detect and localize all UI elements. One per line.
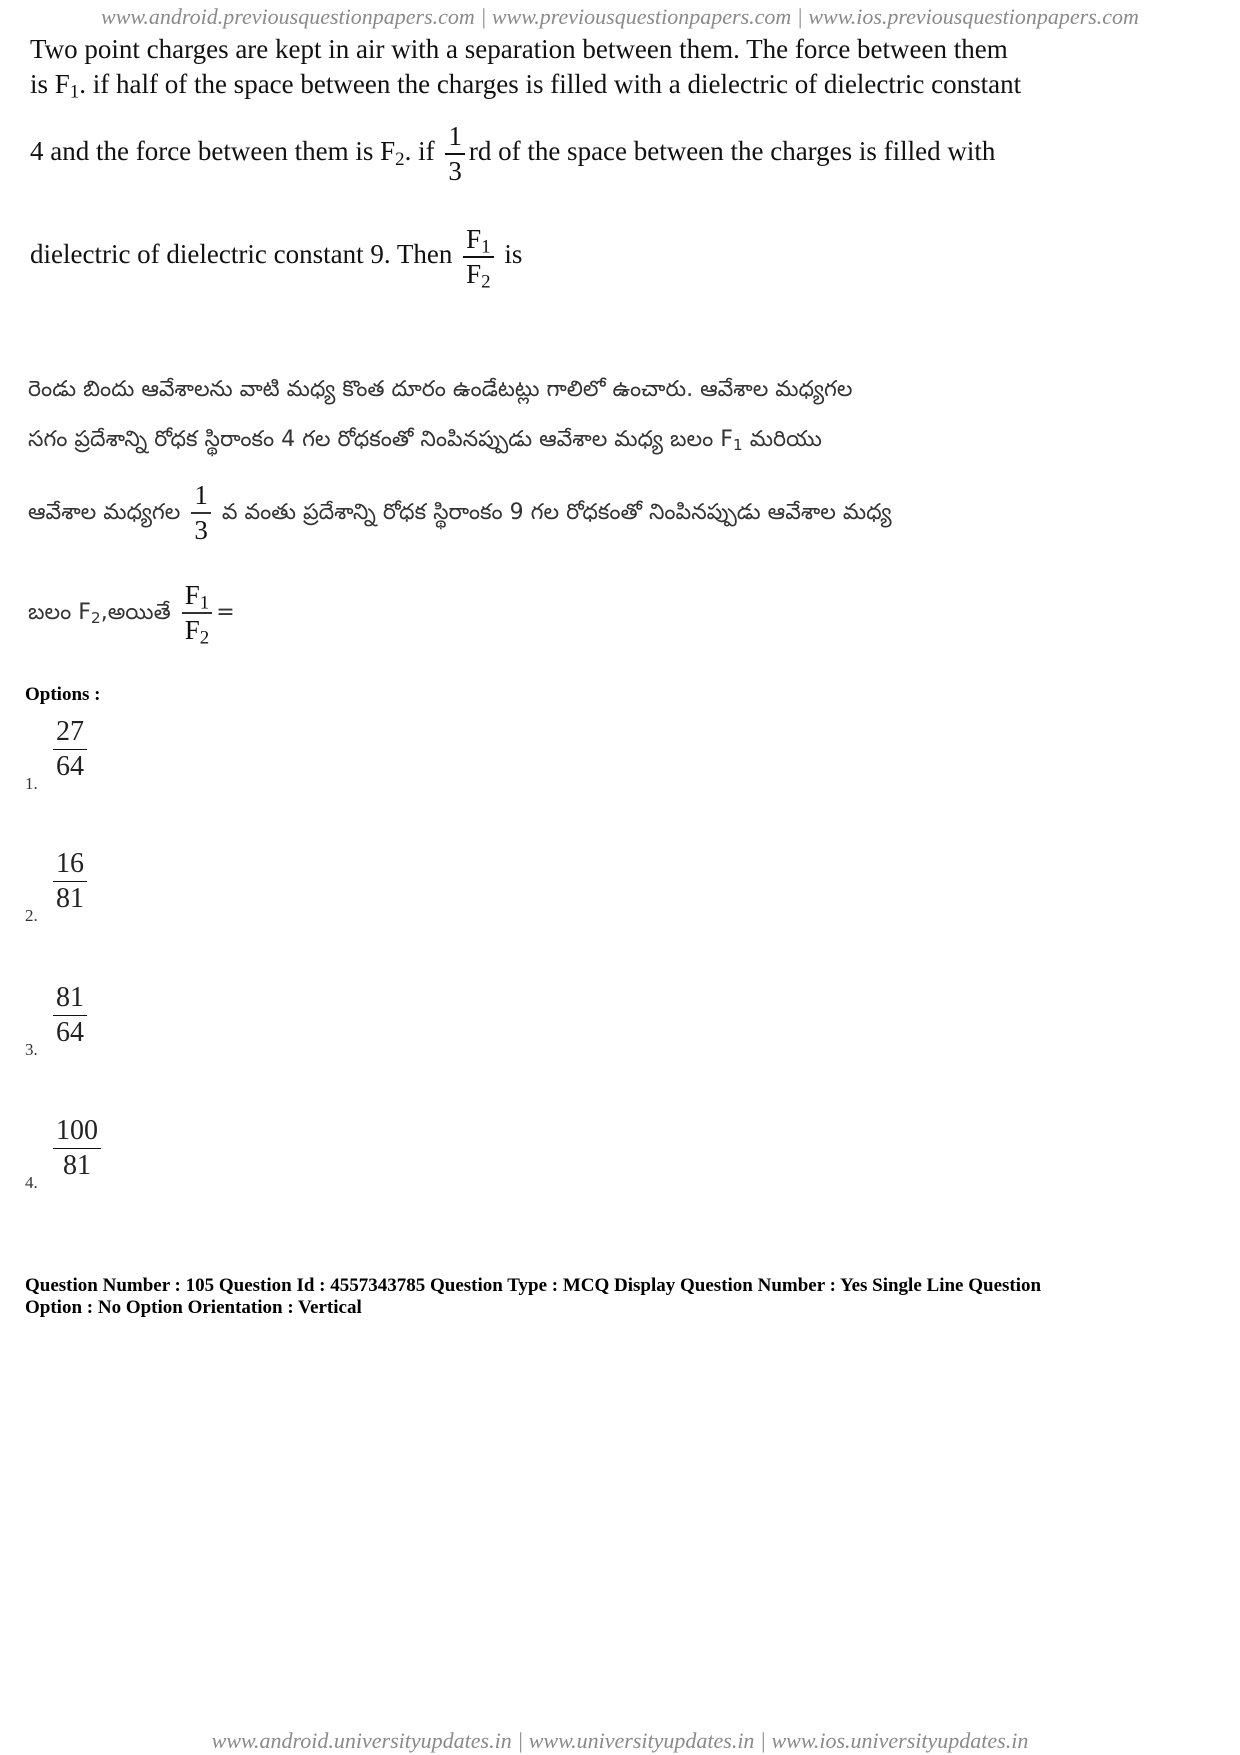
- question-en-line-1: Two point charges are kept in air with a separation between them. The force between them: [30, 34, 1008, 64]
- option-fraction: $\frac{16}{81}$: [53, 850, 87, 913]
- option-number: 2.: [25, 906, 38, 925]
- option-fraction: $\frac{81}{64}$: [53, 984, 87, 1047]
- option-2[interactable]: [25, 850, 225, 930]
- question-metadata-line-2: Option : No Option Orientation : Vertical: [25, 1297, 362, 1318]
- option-fraction: $\frac{27}{64}$: [53, 718, 87, 781]
- fraction-f1-over-f2-te: $\frac{F_1}{F_2}$: [182, 582, 212, 644]
- fraction-one-third-te: $\frac{1}{3}$: [191, 482, 211, 544]
- option-fraction: $\frac{100}{81}$: [53, 1117, 101, 1180]
- option-4[interactable]: [25, 1117, 225, 1197]
- option-number: 4.: [25, 1173, 38, 1192]
- fraction-f1-over-f2: $\frac{F_1}{F_2}$: [463, 226, 493, 288]
- question-te-line-2: సగం ప్రదేశాన్ని రోధక స్థిరాంకం 4 గల రోధకంతో నింపినప్పుడు ఆవేశాల మధ్య బలం $F_1$ మరియు: [28, 427, 822, 454]
- question-en-line-3: 4 and the force between them is $F_2$. if $\frac{1}{3}$ rd of the space between the charges is filled with: [30, 121, 996, 186]
- question-en-line-4: dielectric of dielectric constant 9. Then $\frac{F_1}{F_2}$ is: [30, 224, 523, 293]
- question-te-line-1: రెండు బిందు ఆవేశాలను వాటి మధ్య కొంత దూరం ఉండేటట్లు గాలిలో ఉంచారు. ఆవేశాల మధ్యగల: [28, 377, 853, 402]
- option-1[interactable]: [25, 718, 225, 798]
- option-number: 3.: [25, 1040, 38, 1059]
- header-watermark-links: www.android.previousquestionpapers.com | www.previousquestionpapers.com | www.ios.previousquestionpapers.com: [101, 4, 1139, 29]
- option-number: 1.: [25, 774, 38, 793]
- option-3[interactable]: [25, 984, 225, 1064]
- question-te-line-4: బలం $F_2,అయితే$ $\frac{F_1}{F_2}$ =: [28, 580, 235, 649]
- fraction-one-third: $\frac{1}{3}$: [445, 123, 465, 185]
- question-metadata-line-1: Question Number : 105 Question Id : 4557343785 Question Type : MCQ Display Question Number : Yes Single Line Question: [25, 1275, 1042, 1296]
- question-metadata: [25, 1275, 1205, 1319]
- footer-watermark-links: www.android.universityupdates.in | www.universityupdates.in | www.ios.universityupdates.in: [211, 1728, 1029, 1753]
- question-te-line-3: ఆవేశాల మధ్యగల $\frac{1}{3}$ వ వంతు ప్రదేశాన్ని రోధక స్థిరాంకం 9 గల రోధకంతో నింపినప్పుడు ఆవేశాల మధ్య: [28, 480, 892, 545]
- options-label: Options :: [25, 684, 101, 705]
- question-en-line-2: is $F_1$. if half of the space between the charges is filled with a dielectric of dielectric constant: [30, 69, 1022, 103]
